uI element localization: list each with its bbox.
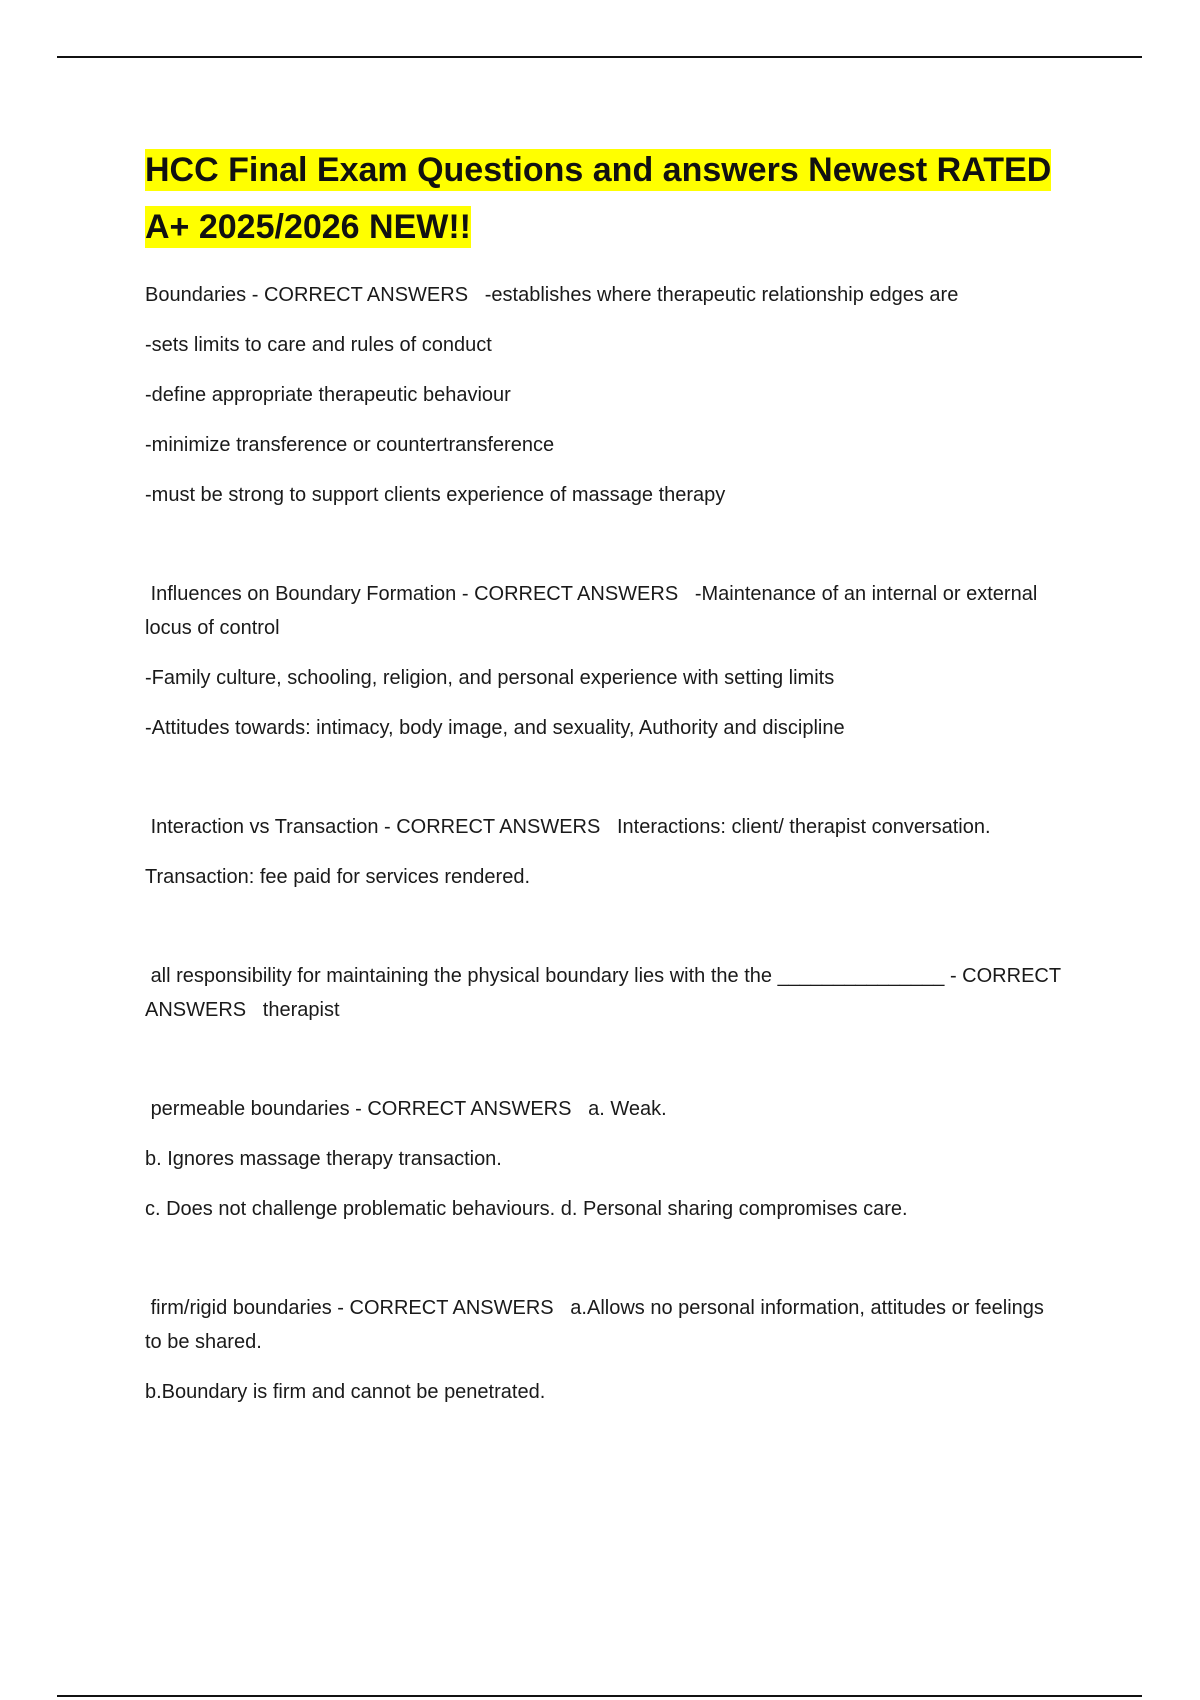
document-title (145, 142, 1065, 256)
qa-line: Boundaries - CORRECT ANSWERS -establishes where therapeutic relationship edges are (145, 284, 959, 306)
qa-line: all responsibility for maintaining the physical boundary lies with the the _______________ - CORRECT ANSWERS therapist (145, 965, 1066, 1021)
qa-entry-boundaries (145, 278, 1065, 512)
qa-line: firm/rigid boundaries - CORRECT ANSWERS a.Allows no personal information, attitudes or feelings to be shared. (145, 1297, 1050, 1353)
qa-line: -Attitudes towards: intimacy, body image, and sexuality, Authority and discipline (145, 717, 845, 739)
qa-line: -must be strong to support clients experience of massage therapy (145, 484, 726, 506)
qa-line: Influences on Boundary Formation - CORRECT ANSWERS -Maintenance of an internal or external locus of control (145, 583, 1043, 639)
qa-line: -Family culture, schooling, religion, and personal experience with setting limits (145, 667, 835, 689)
qa-entry-interaction (145, 810, 1065, 894)
qa-line: permeable boundaries - CORRECT ANSWERS a. Weak. (145, 1098, 667, 1120)
qa-line: b.Boundary is firm and cannot be penetrated. (145, 1381, 546, 1403)
qa-line: -sets limits to care and rules of conduct (145, 334, 492, 356)
qa-entry-influences (145, 577, 1065, 745)
qa-entry-responsibility (145, 959, 1065, 1027)
qa-line: Transaction: fee paid for services rendered. (145, 866, 531, 888)
qa-line: c. Does not challenge problematic behaviours. d. Personal sharing compromises care. (145, 1198, 908, 1220)
qa-line: -minimize transference or countertransference (145, 434, 555, 456)
qa-line: Interaction vs Transaction - CORRECT ANSWERS Interactions: client/ therapist conversation. (145, 816, 991, 838)
bottom-rule (57, 1695, 1142, 1697)
document-body (145, 142, 1065, 1409)
document-title-text: HCC Final Exam Questions and answers Newest RATED A+ 2025/2026 NEW!! (145, 151, 1052, 246)
top-rule (57, 56, 1142, 58)
qa-entry-firm-rigid (145, 1291, 1065, 1409)
qa-entry-permeable (145, 1092, 1065, 1226)
qa-line: b. Ignores massage therapy transaction. (145, 1148, 502, 1170)
qa-line: -define appropriate therapeutic behaviour (145, 384, 511, 406)
